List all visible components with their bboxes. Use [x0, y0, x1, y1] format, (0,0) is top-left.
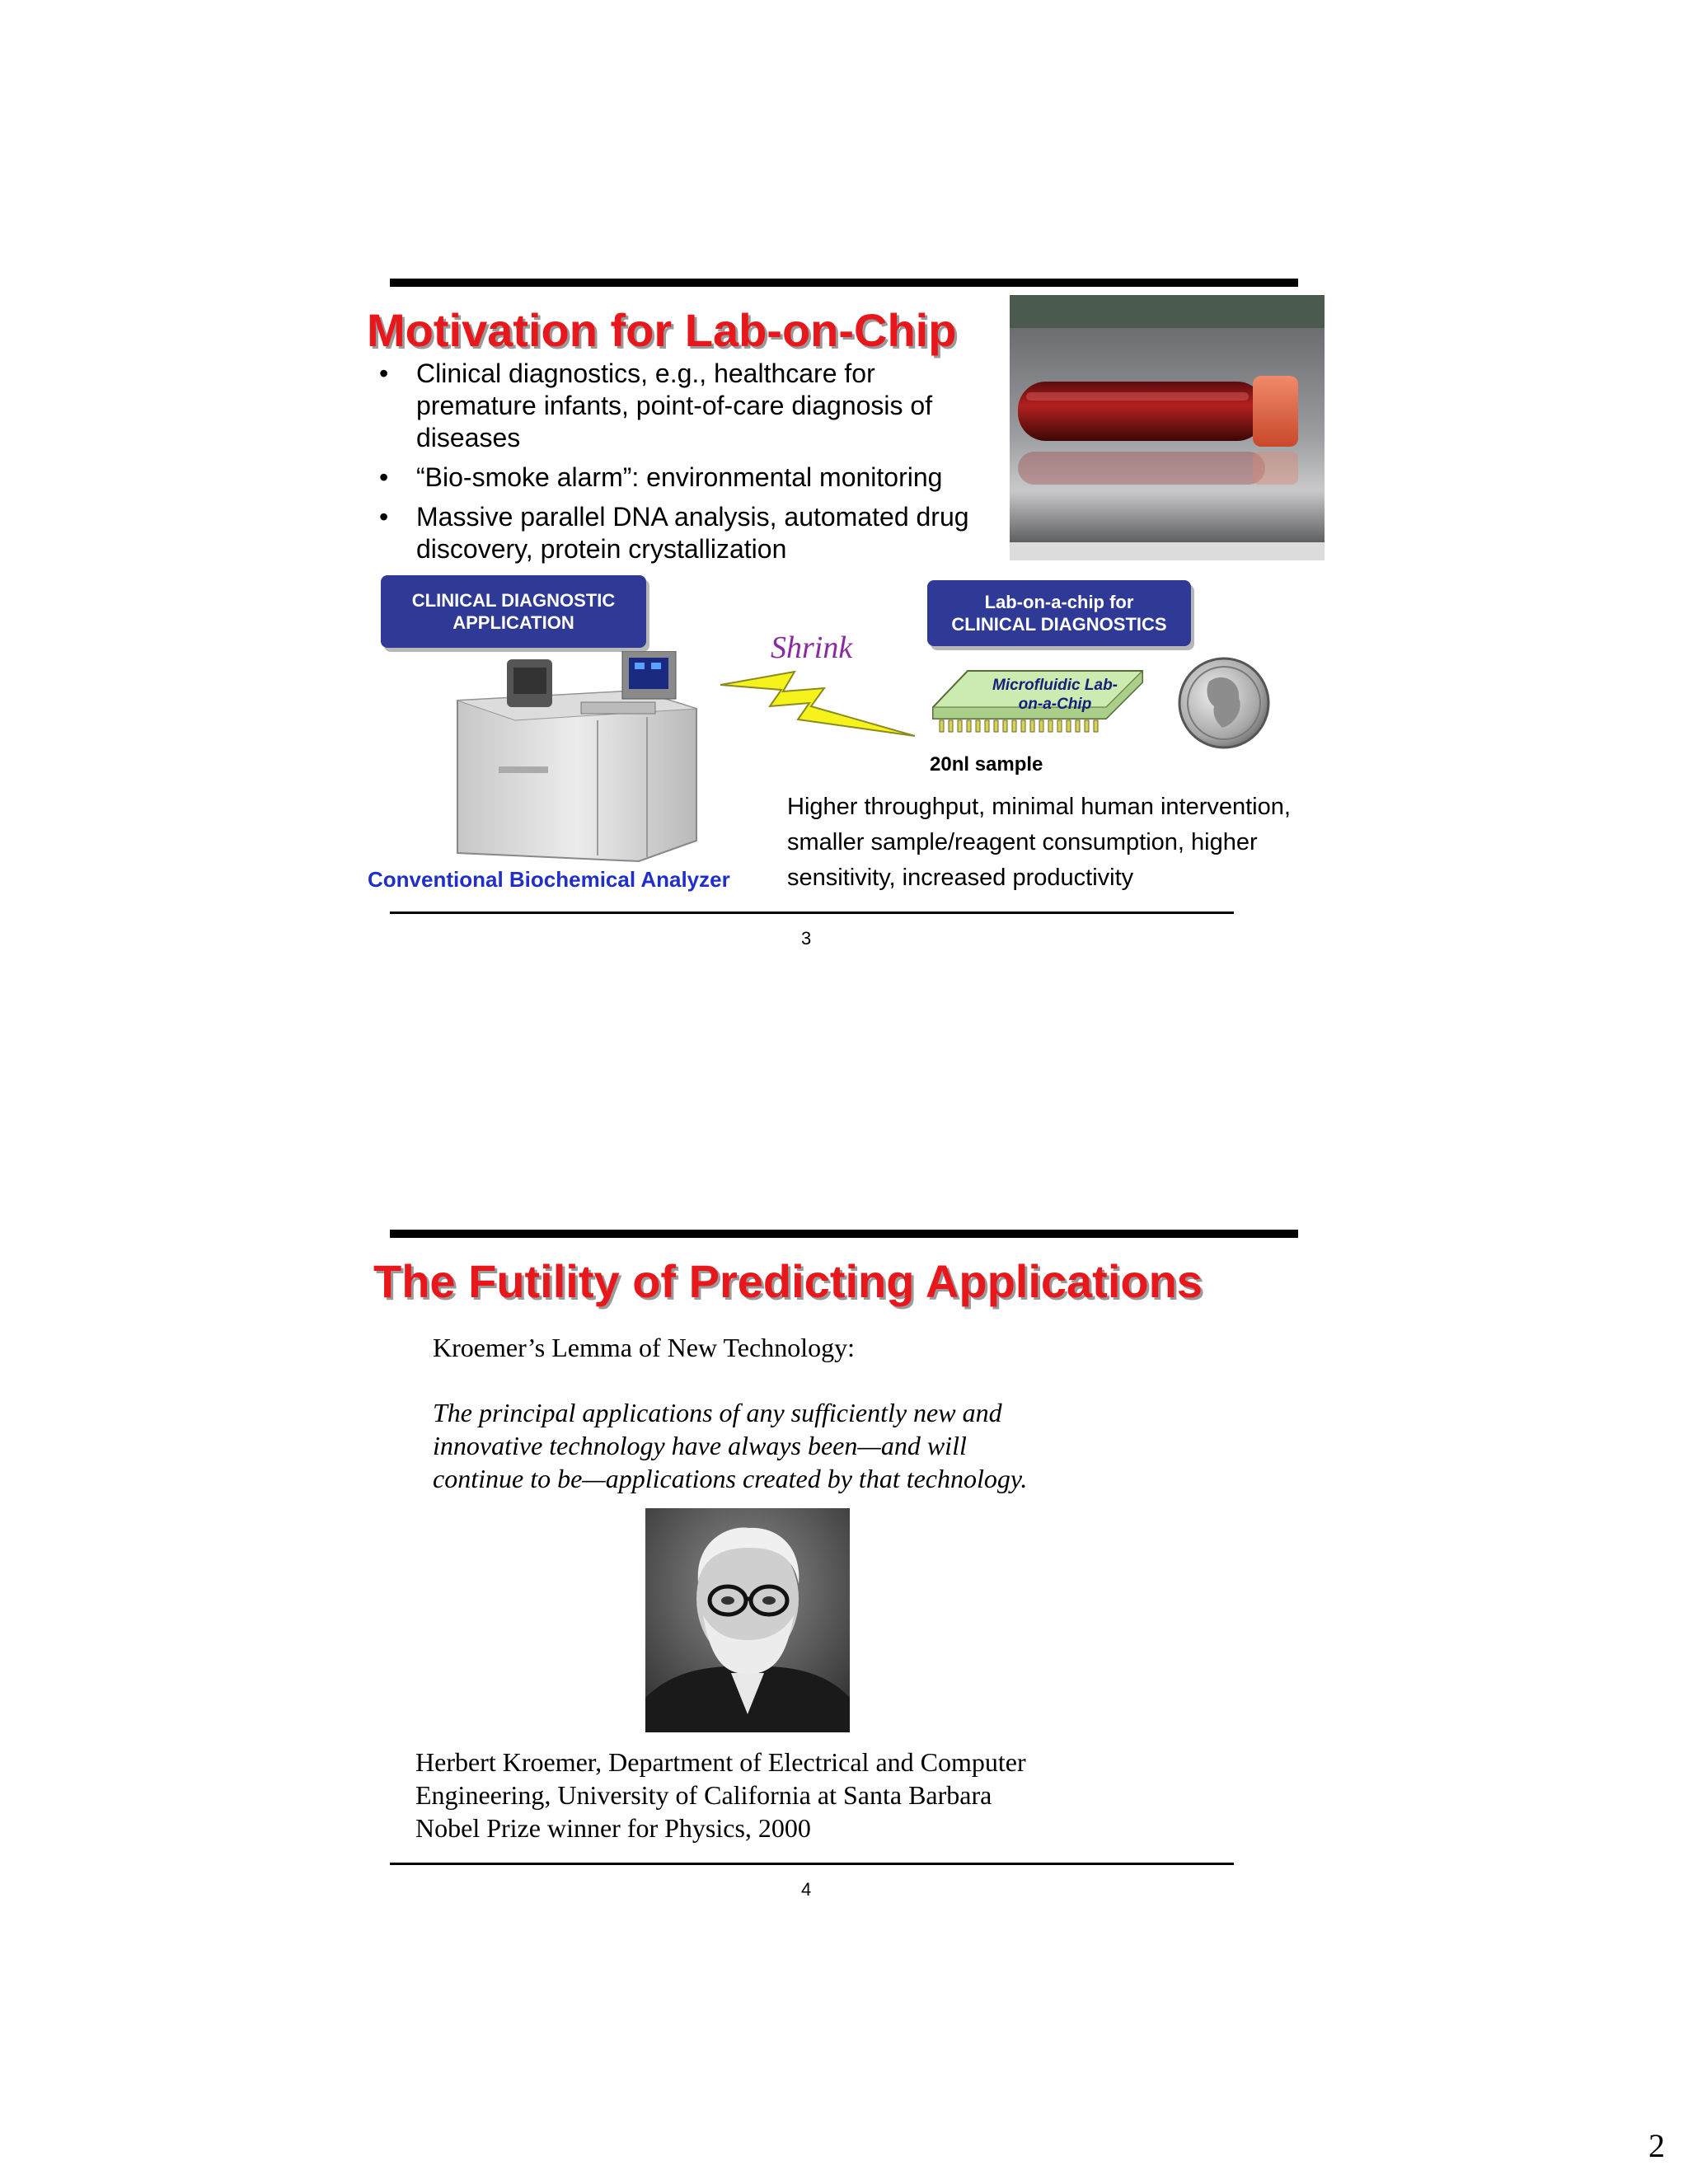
slide3-bullet-list	[379, 358, 989, 573]
quote-line: continue to be—applications created by that technology.	[433, 1464, 1028, 1493]
shrink-label: Shrink	[771, 630, 853, 665]
slide4-title: The Futility of Predicting Applications	[373, 1255, 1203, 1307]
slide3-bottom-rule	[390, 912, 1234, 914]
bullet-item: • Massive parallel DNA analysis, automated drug discovery, protein crystallization	[379, 501, 989, 565]
bullet-item: • “Bio-smoke alarm”: environmental monitoring	[379, 462, 989, 494]
benefits-text	[787, 790, 1291, 896]
slide3-page-number: 3	[801, 928, 812, 949]
kroemer-credit	[415, 1746, 1026, 1844]
biochemical-analyzer-image	[449, 651, 705, 865]
chip-label: Microfluidic Lab-on-a-Chip	[992, 677, 1118, 713]
blood-tube-photo	[1010, 295, 1325, 560]
lemma-heading: Kroemer’s Lemma of New Technology:	[433, 1333, 855, 1362]
slide4-page-number: 4	[801, 1879, 812, 1900]
credit-line: Herbert Kroemer, Department of Electrical and Computer	[415, 1747, 1026, 1777]
slide3-title: Motivation for Lab-on-Chip	[367, 304, 957, 356]
benefits-line: Higher throughput, minimal human intervention,	[787, 794, 1291, 820]
lemma-quote	[433, 1396, 1027, 1495]
quarter-coin-image	[1176, 657, 1275, 752]
quote-line: The principal applications of any sufficiently new and	[433, 1398, 1002, 1427]
slide4-bottom-rule	[390, 1863, 1234, 1865]
slide4-top-rule	[390, 1230, 1298, 1238]
benefits-line: smaller sample/reagent consumption, higher	[787, 829, 1258, 855]
lightning-bolt-icon	[719, 670, 917, 744]
analyzer-caption: Conventional Biochemical Analyzer	[368, 867, 730, 892]
quote-line: innovative technology have always been—and will	[433, 1431, 967, 1460]
clinical-diagnostic-box: CLINICAL DIAGNOSTIC APPLICATION	[381, 575, 646, 648]
credit-line: Nobel Prize winner for Physics, 2000	[415, 1813, 811, 1843]
slide3-top-rule	[390, 279, 1298, 287]
credit-line: Engineering, University of California at Santa Barbara	[415, 1780, 992, 1810]
bullet-item: • Clinical diagnostics, e.g., healthcare for premature infants, point-of-care diagnosis of diseases	[379, 358, 989, 454]
kroemer-portrait-photo	[645, 1508, 850, 1732]
sample-label: 20nl sample	[930, 753, 1043, 776]
sheet-page-number: 2	[1648, 2127, 1665, 2164]
benefits-line: sensitivity, increased productivity	[787, 865, 1134, 891]
lab-on-chip-box: Lab-on-a-chip for CLINICAL DIAGNOSTICS	[927, 580, 1191, 646]
